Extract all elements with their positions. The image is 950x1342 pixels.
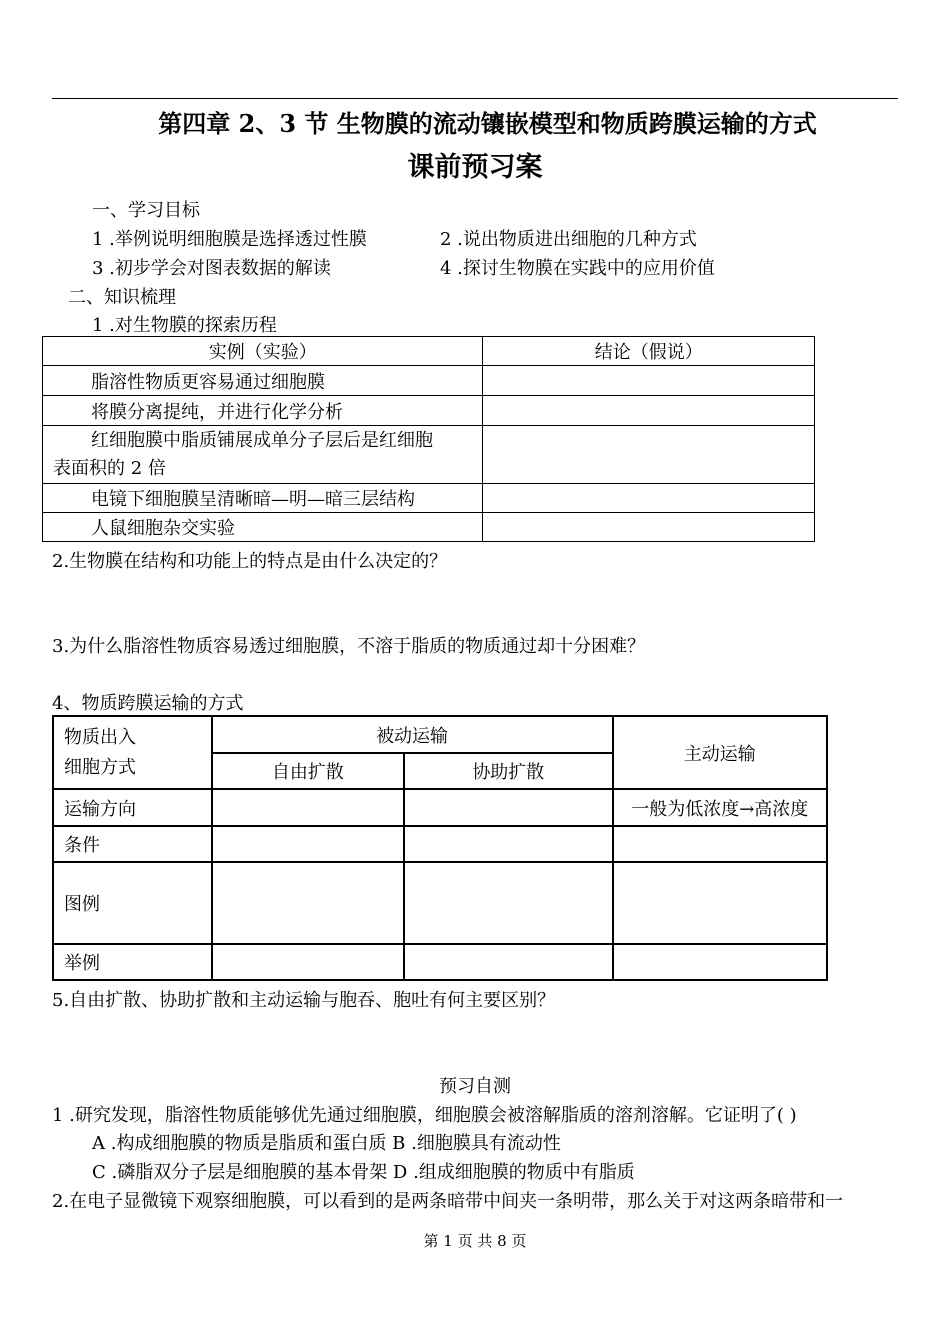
selftest-question-2: 2.在电子显微镜下观察细胞膜，可以看到的是两条暗带中间夹一条明带，那么关于对这两条暗带和一	[52, 1191, 844, 1212]
table2-facilitated-diffusion-header: 协助扩散	[404, 753, 612, 789]
table2-cell[interactable]	[404, 826, 612, 862]
table1-row-4: 电镜下细胞膜呈清晰暗—明—暗三层结构	[43, 484, 483, 513]
table2-cell[interactable]	[613, 862, 827, 944]
section2-item1: 1 .对生物膜的探索历程	[92, 315, 277, 336]
table2-active-direction: 一般为低浓度→高浓度	[613, 789, 827, 826]
table1-row-3	[43, 426, 483, 484]
table2-cell[interactable]	[404, 789, 612, 826]
table2-cell[interactable]	[212, 944, 404, 980]
table2-corner	[53, 716, 212, 789]
goal-4: 4 .探讨生物膜在实践中的应用价值	[440, 258, 715, 279]
table2-cell[interactable]	[404, 862, 612, 944]
table2-row-condition: 条件	[53, 826, 212, 862]
question-3: 3.为什么脂溶性物质容易透过细胞膜，不溶于脂质的物质通过却十分困难？	[52, 636, 646, 657]
table2-cell[interactable]	[212, 789, 404, 826]
table2-free-diffusion-header: 自由扩散	[212, 753, 404, 789]
table2-passive-header: 被动运输	[212, 716, 613, 753]
selftest-q1-options-ab: A .构成细胞膜的物质是脂质和蛋白质 B .细胞膜具有流动性	[92, 1133, 561, 1154]
selftest-q1-options-cd: C .磷脂双分子层是细胞膜的基本骨架 D .组成细胞膜的物质中有脂质	[92, 1162, 635, 1183]
exploration-table	[42, 336, 815, 542]
table2-row-diagram: 图例	[53, 862, 212, 944]
table1-header-conclusion: 结论（假说）	[483, 337, 815, 366]
table1-row-1: 脂溶性物质更容易通过细胞膜	[43, 366, 483, 396]
transport-table	[52, 715, 828, 981]
table2-cell[interactable]	[613, 944, 827, 980]
table1-row-3-line1: 红细胞膜中脂质铺展成单分子层后是红细胞	[91, 429, 433, 451]
table2-corner-line1: 物质出入	[64, 726, 136, 748]
table1-row-5: 人鼠细胞杂交实验	[43, 513, 483, 542]
question-5: 5.自由扩散、协助扩散和主动运输与胞吞、胞吐有何主要区别？	[52, 990, 556, 1011]
table1-row-3-line2: 表面积的 2 倍	[53, 457, 166, 479]
selftest-heading: 预习自测	[439, 1076, 511, 1097]
table1-answer-2[interactable]	[483, 396, 815, 426]
selftest-question-1: 1 .研究发现，脂溶性物质能够优先通过细胞膜，细胞膜会被溶解脂质的溶剂溶解。它证明了( )	[52, 1105, 797, 1126]
section1-heading: 一、学习目标	[92, 200, 200, 221]
table1-header-example: 实例（实验）	[43, 337, 483, 366]
table2-corner-line2: 细胞方式	[64, 756, 136, 778]
table2-cell[interactable]	[212, 826, 404, 862]
table1-answer-3[interactable]	[483, 426, 815, 484]
page-title: 第四章 2、3 节 生物膜的流动镶嵌模型和物质跨膜运输的方式	[158, 109, 817, 138]
goal-3: 3 .初步学会对图表数据的解读	[92, 258, 331, 279]
table1-answer-4[interactable]	[483, 484, 815, 513]
section2-heading: 二、知识梳理	[68, 287, 176, 308]
page-subtitle: 课前预习案	[407, 152, 543, 183]
table2-cell[interactable]	[404, 944, 612, 980]
table1-row-2: 将膜分离提纯，并进行化学分析	[43, 396, 483, 426]
table2-cell[interactable]	[613, 826, 827, 862]
table2-active-header: 主动运输	[613, 716, 827, 789]
goal-1: 1 .举例说明细胞膜是选择透过性膜	[92, 229, 367, 250]
table2-cell[interactable]	[212, 862, 404, 944]
header-rule	[52, 98, 898, 99]
table1-answer-1[interactable]	[483, 366, 815, 396]
question-2: 2.生物膜在结构和功能上的特点是由什么决定的？	[52, 551, 448, 572]
question-4: 4、物质跨膜运输的方式	[52, 693, 244, 714]
table1-answer-5[interactable]	[483, 513, 815, 542]
goal-2: 2 .说出物质进出细胞的几种方式	[440, 229, 697, 250]
page-footer: 第 1 页 共 8 页	[423, 1232, 527, 1250]
table2-row-direction: 运输方向	[53, 789, 212, 826]
table2-row-example: 举例	[53, 944, 212, 980]
